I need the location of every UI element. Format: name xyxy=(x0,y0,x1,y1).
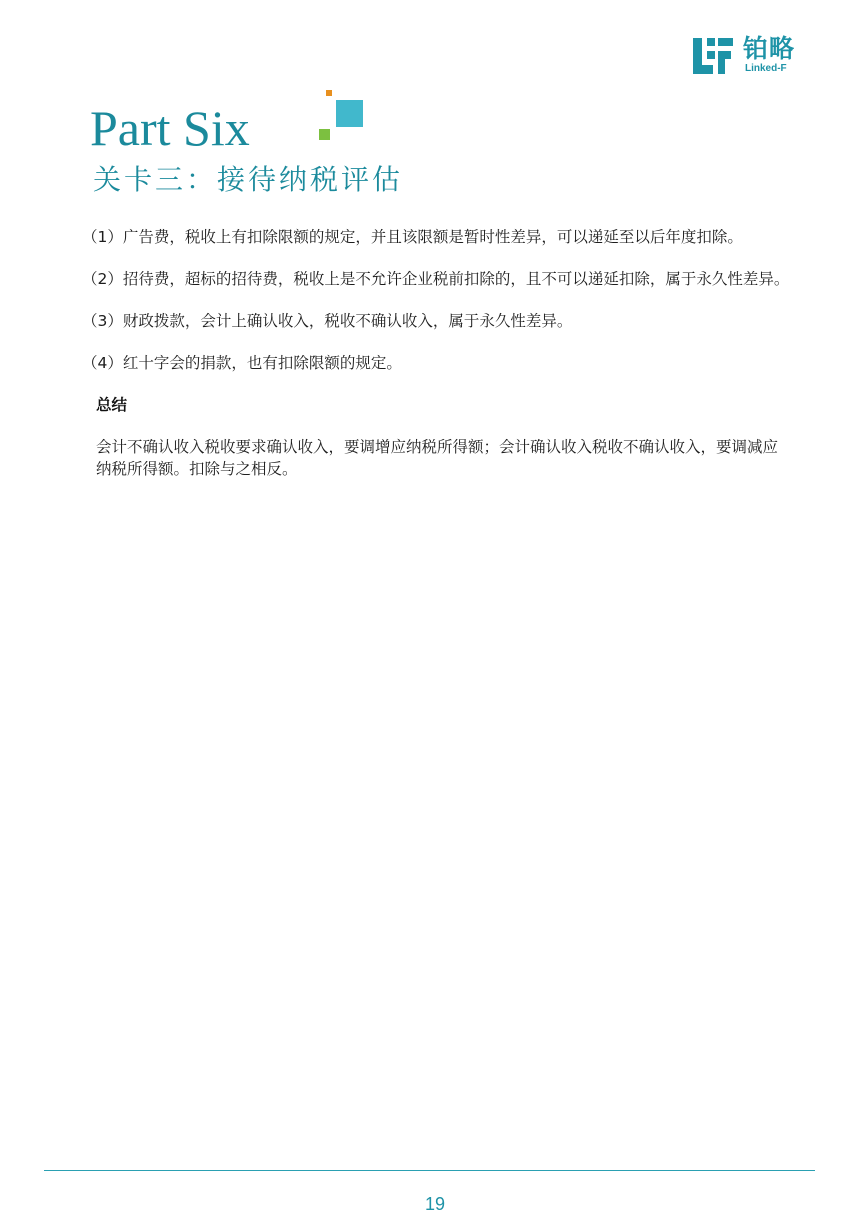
linkedf-logo-icon xyxy=(693,38,733,74)
page-number: 19 xyxy=(424,1194,446,1214)
section-title: 关卡三：接待纳税评估 xyxy=(93,163,404,196)
summary-heading: 总结 xyxy=(96,396,128,414)
footer-divider xyxy=(44,1170,815,1171)
logo-chinese-text: 铂略 xyxy=(743,34,796,63)
part-title: Part Six xyxy=(90,100,250,156)
summary-text: 会计不确认收入税收要求确认收入，要调增应纳税所得额；会计确认收入税收不确认收入，要调减应纳税所得额。扣除与之相反。 xyxy=(96,438,779,478)
paragraph-2: （2）招待费，超标的招待费，税收上是不允许企业税前扣除的，且不可以递延扣除，属于永久性差异。 xyxy=(82,270,790,288)
paragraph-1: （1）广告费，税收上有扣除限额的规定，并且该限额是暂时性差异，可以递延至以后年度扣除。 xyxy=(82,228,743,246)
paragraph-4: （4）红十字会的捐款，也有扣除限额的规定。 xyxy=(82,354,402,372)
paragraph-3: （3）财政拨款，会计上确认收入，税收不确认收入，属于永久性差异。 xyxy=(82,312,573,330)
brand-logo xyxy=(693,36,813,78)
logo-english-text: Linked-F xyxy=(745,63,787,74)
decorative-squares-icon xyxy=(318,90,364,144)
document-body xyxy=(82,226,792,500)
